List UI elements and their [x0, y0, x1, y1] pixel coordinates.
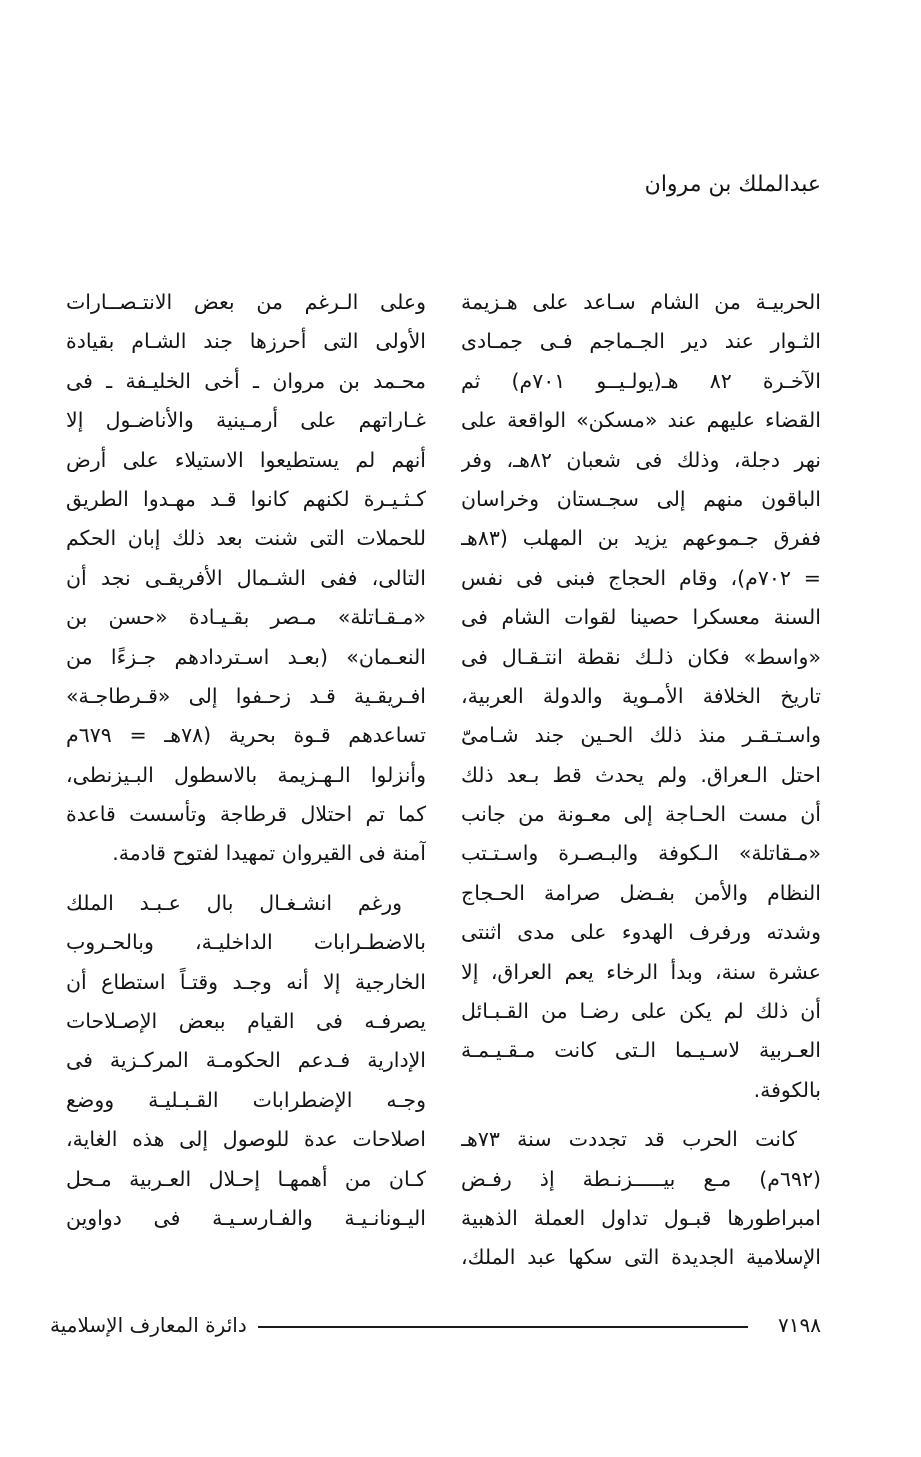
left-column-text-line: اليـونانـيـة والفـارسـيـة فى دواوين — [66, 1205, 426, 1230]
right-column-text-line: امبراطورها قبـول تداول العملة الذهبية — [461, 1205, 821, 1230]
right-column-text-line: النظام والأمن بفـضل صرامة الحـجاج — [461, 880, 821, 905]
left-column-text-line: وجـه الإضطرابات القـبـليـة ووضع — [66, 1087, 426, 1112]
right-column-text-line: نهر دجلة، وذلك فى شعبان ٨٢هـ، وفر — [461, 447, 821, 472]
right-column-text-line: القضاء عليهم عند «مسكن» الواقعة على — [461, 408, 821, 433]
paragraph-gap — [66, 874, 426, 884]
right-column-text-line: عشرة سنة، وبدأ الرخاء يعم العراق، إلا — [461, 959, 821, 984]
left-column-text-line: للحملات التى شنت بعد ذلك إبان الحكم — [66, 526, 426, 551]
left-column-text-line: يصرفـه فى القيام ببعض الإصـلاحات — [66, 1009, 426, 1034]
right-column-text-line: ففرق جـموعهم يزيد بن المهلب (٨٣هـ — [461, 526, 821, 551]
footer-rule — [258, 1326, 748, 1328]
right-column-text-line: كانت الحرب قد تجددت سنة ٧٣هـ — [461, 1127, 797, 1152]
right-column-text-line: السنة معسكرا حصينا لقوات الشام فى — [461, 605, 821, 630]
right-column-text-line: (٦٩٢م) مـع بيـــــزنـطة إذ رفـض — [461, 1166, 821, 1191]
left-column-text-line: وأنزلوا الـهـزيمة بالاسطول البـيزنطى، — [66, 762, 426, 787]
running-header: عبدالملك بن مروان — [644, 172, 821, 197]
left-column-text-line: ورغم انشـغـال بال عـبـد الملك — [66, 890, 402, 915]
right-column-text-line: واسـتـقـر منذ ذلك الحـين جند شـامىّ — [461, 723, 821, 748]
left-text-column — [66, 283, 426, 1238]
left-column-text-line: آمنة فى القيروان تمهيدا لفتوح قادمة. — [112, 841, 426, 866]
page-number: ٧١٩٨ — [778, 1313, 821, 1337]
left-column-text-line: الإدارية فـدعم الحكومـة المركـزية فى — [66, 1048, 426, 1073]
left-column-text-line: كما تم احتلال قرطاجة وتأسست قاعدة — [66, 802, 426, 827]
right-column-text-line: «مـقاتلة» الـكوفة والبـصـرة واسـتـتب — [461, 841, 821, 866]
right-column-text-line: الحربيـة من الشام سـاعد على هـزيمة — [461, 290, 821, 314]
left-column-text-line: كـثـيـرة لكنهم كانوا قـد مهـدوا الطريق — [66, 486, 426, 511]
paragraph-gap — [461, 1110, 821, 1120]
publication-title: دائرة المعارف الإسلامية — [50, 1313, 247, 1337]
left-column-text-line: التالى، ففى الشـمال الأفريقـى نجد أن — [66, 565, 426, 590]
right-column-text-line: بالكوفة. — [753, 1077, 821, 1102]
left-column-text-line: غـاراتهم على أرمـينية والأناضـول إلا — [66, 408, 426, 433]
right-column-text-line: أن مست الحـاجة إلى معـونة من جانب — [461, 802, 821, 827]
left-column-text-line: الأولى التى أحرزها جند الشـام بقيادة — [66, 329, 426, 354]
right-column-text-line: الباقون منهم إلى سجـستان وخراسان — [461, 486, 821, 511]
right-column-text-line: الثـوار عند دير الجـماجم فـى جمـادى — [461, 329, 821, 354]
right-column-text-line: تاريخ الخلافة الأمـوية والدولة العربية، — [461, 683, 821, 708]
right-column-text-line: الآخـرة ٨٢ هـ(يولـيــو ٧٠١م) ثم — [461, 368, 821, 393]
right-column-text-line: «واسط» فكان ذلـك نقطة انتـقـال فى — [461, 644, 821, 669]
right-column-text-line: العـربية لاسـيـما الـتى كانت مـقـيـمـة — [461, 1038, 821, 1063]
left-column-text-line: أنهم لم يستطيعوا الاستيلاء على أرض — [66, 447, 426, 472]
left-column-text-line: كـان من أهمهـا إحـلال العـربية مـحل — [66, 1166, 426, 1191]
right-column-text-line: احتل الـعراق. ولم يحدث قط بـعد ذلك — [461, 762, 821, 787]
left-column-text-line: بالاضطـرابات الداخليـة، وبالحـروب — [66, 930, 426, 955]
left-column-text-line: اصلاحات عدة للوصول إلى هذه الغاية، — [66, 1127, 426, 1152]
right-text-column — [461, 283, 821, 1278]
right-column-text-line: الإسلامية الجديدة التى سكها عبد الملك، — [461, 1245, 821, 1270]
left-column-text-line: افـريقـية قـد زحـفوا إلى «قـرطاجـة» — [66, 683, 426, 708]
left-column-text-line: الخارجية إلا أنه وجـد وقتـاً استطاع أن — [66, 969, 426, 994]
right-column-text-line: أن ذلك لم يكن على رضـا من القـبـائل — [461, 999, 821, 1024]
left-column-text-line: تساعدهم قـوة بحرية (٧٨هـ = ٦٧٩م — [66, 723, 426, 748]
right-column-text-line: = ٧٠٢م)، وقام الحجاج فبنى فى نفس — [461, 565, 821, 590]
left-column-text-line: وعلى الـرغم من بعض الانتـصــارات — [66, 290, 426, 314]
right-column-text-line: وشدته ورفرف الهدوء على مدى اثنتى — [461, 920, 821, 945]
left-column-text-line: «مـقـاتلة» مـصر بقـيـادة «حسن بن — [66, 605, 426, 630]
left-column-text-line: محـمد بن مروان ـ أخى الخليـفة ـ فى — [66, 368, 426, 393]
left-column-text-line: النعـمان» (بعـد اسـتردادهم جـزءًا من — [66, 644, 426, 669]
page-footer — [0, 1310, 921, 1340]
